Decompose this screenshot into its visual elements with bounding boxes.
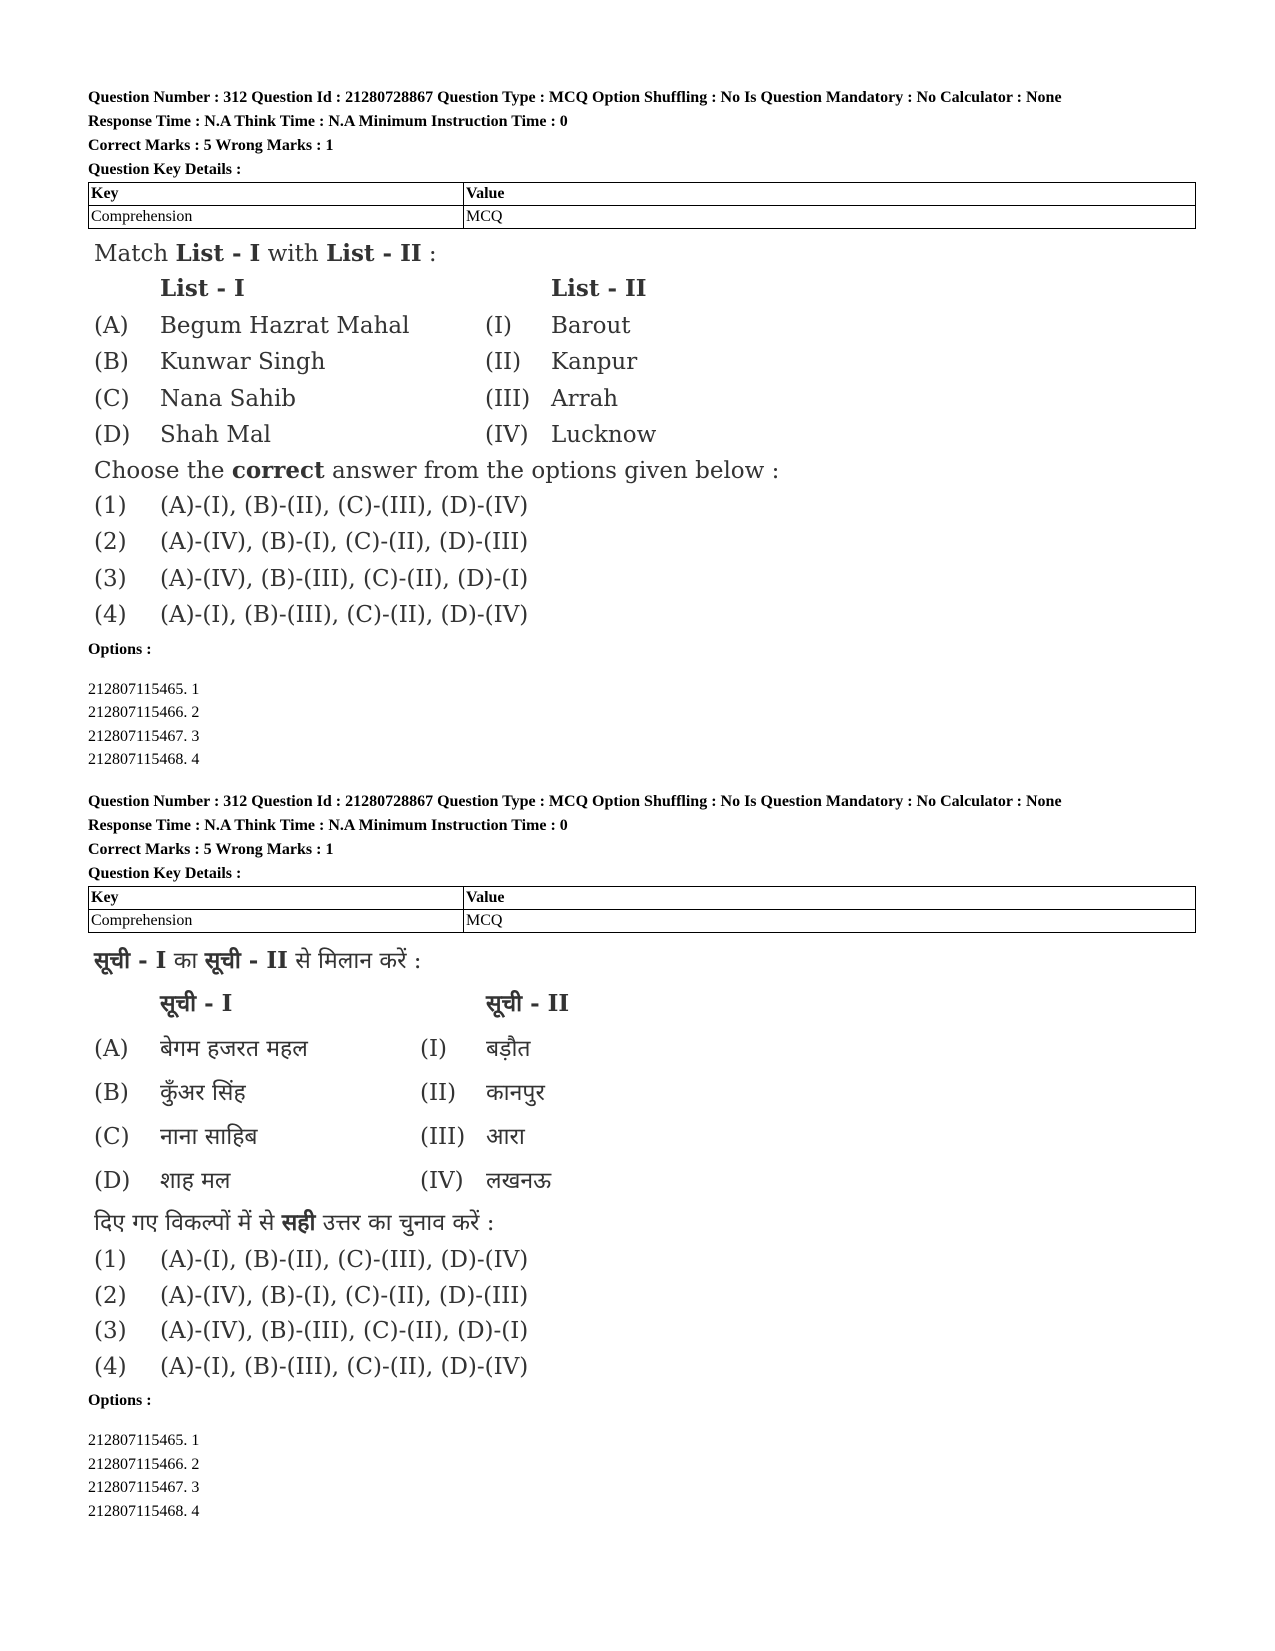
answer-number: (2) bbox=[94, 1282, 127, 1309]
option-line: 212807115468. 4 bbox=[88, 751, 200, 768]
table-header-value: Value bbox=[464, 887, 1196, 910]
choose-post: answer from the options given below : bbox=[324, 457, 780, 484]
row-left-label: (B) bbox=[94, 1080, 129, 1106]
row-left-item: Kunwar Singh bbox=[160, 349, 326, 375]
intro-bold-1: सूची - I bbox=[94, 947, 167, 974]
match-rows bbox=[94, 1027, 1198, 1203]
choose-pre: Choose the bbox=[94, 457, 232, 484]
option-line: 212807115468. 4 bbox=[88, 1502, 200, 1520]
row-right-item: Kanpur bbox=[551, 349, 638, 375]
answer-number: (2) bbox=[94, 529, 127, 555]
question-block-2 bbox=[88, 790, 1198, 1523]
options-list bbox=[88, 1429, 1198, 1523]
row-left-item: नाना साहिब bbox=[160, 1124, 258, 1150]
marks-line: Correct Marks : 5 Wrong Marks : 1 bbox=[88, 137, 334, 154]
answer-number: (1) bbox=[94, 1247, 127, 1273]
row-right-item: बड़ौत bbox=[486, 1036, 531, 1062]
key-details-table bbox=[88, 182, 1196, 229]
table-cell-value: MCQ bbox=[464, 910, 1196, 933]
row-right-label: (I) bbox=[485, 312, 513, 339]
row-left-item: Shah Mal bbox=[160, 422, 272, 448]
match-row bbox=[94, 381, 1198, 418]
choose-bold: सही bbox=[281, 1209, 316, 1236]
answer-text: (A)-(I), (B)-(II), (C)-(III), (D)-(IV) bbox=[160, 492, 529, 519]
row-left-item: शाह मल bbox=[160, 1168, 231, 1194]
option-line: 212807115466. 2 bbox=[88, 1455, 200, 1473]
option-line: 212807115465. 1 bbox=[88, 680, 200, 698]
answer-text: (A)-(I), (B)-(III), (C)-(II), (D)-(IV) bbox=[160, 602, 529, 628]
row-left-label: (C) bbox=[94, 385, 130, 412]
row-left-label: (A) bbox=[94, 1036, 129, 1062]
table-row bbox=[89, 206, 1196, 229]
key-details-label: Question Key Details : bbox=[88, 865, 242, 882]
row-right-item: Lucknow bbox=[551, 422, 657, 448]
row-left-item: Nana Sahib bbox=[160, 385, 297, 412]
answer-choice bbox=[94, 1243, 1198, 1279]
answer-text: (A)-(IV), (B)-(III), (C)-(II), (D)-(I) bbox=[160, 1318, 529, 1344]
options-list bbox=[88, 678, 1198, 772]
answer-choice bbox=[94, 1314, 1198, 1350]
row-left-label: (D) bbox=[94, 1168, 131, 1194]
marks-line: Correct Marks : 5 Wrong Marks : 1 bbox=[88, 841, 334, 858]
answer-text: (A)-(IV), (B)-(III), (C)-(II), (D)-(I) bbox=[160, 565, 529, 592]
row-left-label: (A) bbox=[94, 312, 129, 339]
table-cell-key: Comprehension bbox=[89, 910, 464, 933]
row-left-item: Begum Hazrat Mahal bbox=[160, 312, 410, 339]
answer-choices bbox=[94, 1243, 1198, 1385]
row-right-item: Arrah bbox=[551, 385, 619, 412]
question-header-line1: Question Number : 312 Question Id : 21280728867 Question Type : MCQ Option Shuffling : No Is Question Mandatory : No Calculator : None bbox=[88, 793, 1062, 810]
table-cell-key: Comprehension bbox=[89, 206, 464, 229]
intro-text: Match bbox=[94, 241, 176, 267]
match-row bbox=[94, 1159, 1198, 1203]
row-left-item: बेगम हजरत महल bbox=[160, 1036, 308, 1062]
table-header-row bbox=[89, 183, 1196, 206]
match-rows bbox=[94, 308, 1198, 454]
intro-mid: with bbox=[260, 241, 327, 267]
key-details-label: Question Key Details : bbox=[88, 161, 242, 178]
row-right-label: (IV) bbox=[485, 422, 529, 448]
table-header-row bbox=[89, 887, 1196, 910]
match-row bbox=[94, 344, 1198, 381]
row-left-label: (D) bbox=[94, 422, 131, 448]
question-intro bbox=[94, 941, 1198, 981]
list1-heading: सूची - I bbox=[160, 990, 233, 1017]
row-left-label: (C) bbox=[94, 1124, 130, 1150]
row-right-label: (III) bbox=[485, 385, 531, 412]
table-cell-value: MCQ bbox=[464, 206, 1196, 229]
answer-text: (A)-(I), (B)-(II), (C)-(III), (D)-(IV) bbox=[160, 1247, 529, 1273]
question-header-line2: Response Time : N.A Think Time : N.A Minimum Instruction Time : 0 bbox=[88, 113, 568, 130]
intro-bold-2: List - II bbox=[326, 240, 422, 267]
answer-choice bbox=[94, 1350, 1198, 1386]
row-right-label: (II) bbox=[485, 349, 522, 375]
row-right-item: लखनऊ bbox=[486, 1168, 552, 1194]
row-left-item: कुँअर सिंह bbox=[160, 1080, 246, 1106]
question-header-line1: Question Number : 312 Question Id : 21280728867 Question Type : MCQ Option Shuffling : No Is Question Mandatory : No Calculator : None bbox=[88, 89, 1062, 106]
answer-number: (4) bbox=[94, 602, 127, 628]
match-row bbox=[94, 1115, 1198, 1159]
answer-choice bbox=[94, 488, 1198, 525]
answer-choices bbox=[94, 488, 1198, 634]
answer-choice bbox=[94, 597, 1198, 634]
match-row bbox=[94, 308, 1198, 345]
row-right-item: आरा bbox=[486, 1124, 525, 1150]
choose-post: उत्तर का चुनाव करें : bbox=[315, 1210, 495, 1236]
match-row bbox=[94, 1071, 1198, 1115]
choose-instruction bbox=[94, 454, 1198, 488]
table-header-key: Key bbox=[89, 183, 464, 206]
match-row bbox=[94, 1027, 1198, 1071]
choose-pre: दिए गए विकल्पों में से bbox=[94, 1210, 282, 1236]
options-label: Options : bbox=[88, 1392, 152, 1409]
key-details-table bbox=[88, 886, 1196, 933]
row-right-item: कानपुर bbox=[486, 1080, 545, 1106]
answer-choice bbox=[94, 561, 1198, 598]
choose-instruction bbox=[94, 1203, 1198, 1243]
match-row bbox=[94, 417, 1198, 454]
list1-heading: List - I bbox=[160, 275, 245, 302]
question-block-1 bbox=[88, 86, 1198, 772]
question-body bbox=[94, 941, 1198, 1385]
question-header-line2: Response Time : N.A Think Time : N.A Minimum Instruction Time : 0 bbox=[88, 817, 568, 834]
table-row bbox=[89, 910, 1196, 933]
option-line: 212807115467. 3 bbox=[88, 1479, 200, 1496]
intro-bold-1: List - I bbox=[175, 240, 261, 267]
list-heads bbox=[94, 271, 1198, 308]
list2-heading: List - II bbox=[551, 275, 647, 302]
row-right-label: (III) bbox=[420, 1124, 466, 1150]
answer-choice bbox=[94, 1279, 1198, 1315]
choose-bold: correct bbox=[231, 456, 325, 484]
answer-number: (4) bbox=[94, 1353, 127, 1380]
row-right-label: (I) bbox=[420, 1036, 448, 1062]
options-label: Options : bbox=[88, 640, 152, 658]
answer-number: (3) bbox=[94, 1318, 127, 1344]
question-body bbox=[94, 237, 1198, 634]
intro-post: से मिलान करें : bbox=[287, 948, 422, 974]
option-line: 212807115465. 1 bbox=[88, 1432, 200, 1449]
row-right-label: (II) bbox=[420, 1080, 457, 1106]
intro-bold-2: सूची - II bbox=[204, 947, 288, 974]
intro-mid: का bbox=[166, 948, 205, 974]
answer-text: (A)-(I), (B)-(III), (C)-(II), (D)-(IV) bbox=[160, 1353, 529, 1380]
row-right-item: Barout bbox=[551, 312, 631, 339]
answer-number: (1) bbox=[94, 492, 127, 519]
option-line: 212807115467. 3 bbox=[88, 727, 200, 745]
question-intro bbox=[94, 237, 1198, 271]
table-header-value: Value bbox=[464, 183, 1196, 206]
answer-number: (3) bbox=[94, 565, 127, 592]
list-heads bbox=[94, 981, 1198, 1027]
option-line: 212807115466. 2 bbox=[88, 704, 200, 721]
answer-text: (A)-(IV), (B)-(I), (C)-(II), (D)-(III) bbox=[160, 1282, 529, 1309]
table-header-key: Key bbox=[89, 887, 464, 910]
answer-text: (A)-(IV), (B)-(I), (C)-(II), (D)-(III) bbox=[160, 529, 529, 555]
answer-choice bbox=[94, 524, 1198, 561]
row-right-label: (IV) bbox=[420, 1168, 464, 1194]
list2-heading: सूची - II bbox=[486, 990, 570, 1017]
intro-post: : bbox=[421, 241, 437, 267]
row-left-label: (B) bbox=[94, 349, 129, 375]
